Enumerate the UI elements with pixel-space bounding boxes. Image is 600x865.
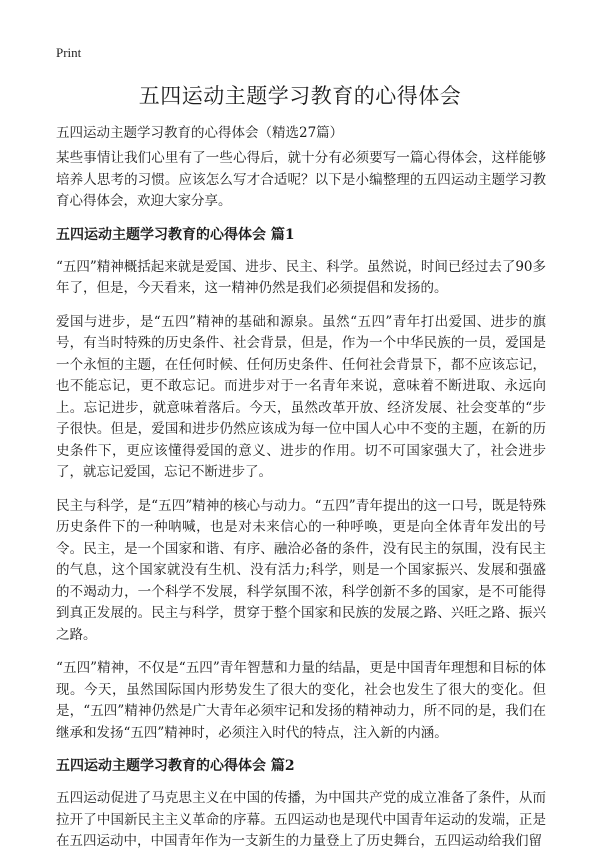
section-2 bbox=[56, 756, 546, 853]
intro-paragraph: 某些事情让我们心里有了一些心得后，就十分有必须要写一篇心得体会，这样能够培养人思考的习惯。应该怎么写才合适呢？以下是小编整理的五四运动主题学习教育心得体会，欢迎大家分享。 bbox=[56, 150, 546, 209]
section-1 bbox=[56, 225, 546, 745]
page-subtitle: 五四运动主题学习教育的心得体会（精选27篇） bbox=[56, 125, 344, 141]
print-link[interactable]: Print bbox=[56, 45, 82, 60]
section-paragraph: 民主与科学，是“五四”精神的核心与动力。“五四”青年提出的这一口号，既是特殊历史条件下的一种呐喊，也是对未来信心的一种呼唤，更是向全体青年发出的号令。民主，是一个国家和谐、有序、融洽必备的条件，没有民主的氛围，没有民主的气息，这个国家就没有生机、没有活力;科学，则是一个国家振兴、发展和强盛的不竭动力，一个科学不发展，科学氛围不浓，科学创新不多的国家，是不可能得到真正发展的。民主与科学，贯穿于整个国家和民族的发展之路、兴旺之路、振兴之路。 bbox=[56, 497, 546, 643]
section-paragraph: 五四运动促进了马克思主义在中国的传播，为中国共产党的成立准备了条件，从而拉开了中国新民主主义革命的序幕。五四运动也是现代中国青年运动的发端，正是在五四运动中，中国青年作为一支新生的力量登上了历史舞台，五四运动给我们留 bbox=[56, 790, 546, 849]
article-body bbox=[56, 148, 546, 865]
section-paragraph: 爱国与进步，是“五四”精神的基础和源泉。虽然“五四”青年打出爱国、进步的旗号，有当时特殊的历史条件、社会背景，但是，作为一个中华民族的一员，爱国是一个永恒的主题，在任何时候、任何历史条件、任何社会背景下，都不应该忘记，也不能忘记，更不敢忘记。而进步对于一名青年来说，意味着不断进取、永远向上。忘记进步，就意味着落后。今天，虽然改革开放、经济发展、社会变革的“步子很快。但是，爱国和进步仍然应该成为每一位中国人心中不变的主题，在新的历史条件下，更应该懂得爱国的意义、进步的作用。切不可国家强大了，社会进步了，就忘记爱国，忘记不断进步了。 bbox=[56, 313, 546, 480]
section-paragraph: “五四”精神概括起来就是爱国、进步、民主、科学。虽然说，时间已经过去了90多年了，但是，今天看来，这一精神仍然是我们必须提倡和发扬的。 bbox=[56, 258, 546, 296]
section-heading: 五四运动主题学习教育的心得体会 篇1 bbox=[56, 226, 295, 243]
section-heading: 五四运动主题学习教育的心得体会 篇2 bbox=[56, 758, 295, 774]
page-title: 五四运动主题学习教育的心得体会 bbox=[138, 84, 462, 108]
section-paragraph: “五四”精神，不仅是“五四”青年智慧和力量的结晶，更是中国青年理想和目标的体现。今天，虽然国际国内形势发生了很大的变化，社会也发生了很大的变化。但是，“五四”精神仍然是广大青年必须牢记和发扬的精神动力，所不同的是，我们在继承和发扬“五四”精神时，必须注入时代的特点，注入新的内涵。 bbox=[56, 660, 546, 741]
